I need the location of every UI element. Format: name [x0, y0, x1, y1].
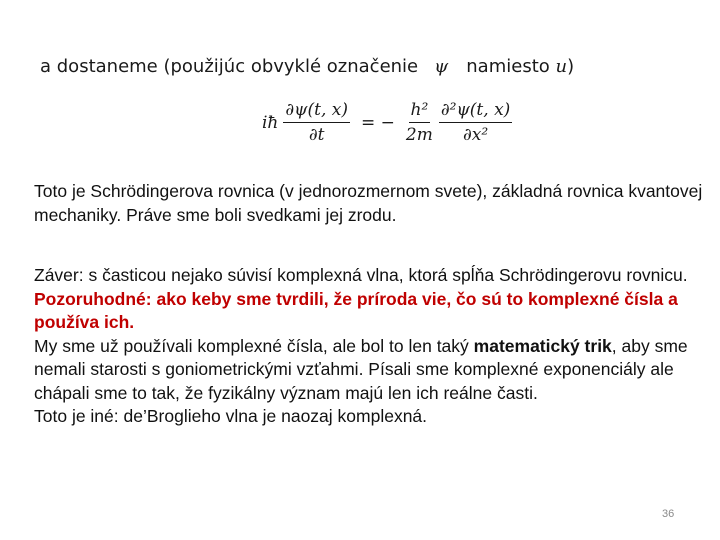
debroglie-line: Toto je iné: de’Broglieho vlna je naozaj komplexná.: [34, 406, 428, 426]
intro-after: namiesto: [466, 56, 550, 77]
eq-rhs-denominator: ∂x²: [462, 125, 489, 145]
math-trick-bold: matematický trik: [473, 335, 612, 356]
intro-text: a dostaneme (použijúc obvyklé označenie: [40, 56, 419, 77]
eq-lhs-numerator: ∂ψ(t, x): [283, 100, 350, 123]
eq-coef-fraction: [406, 100, 433, 145]
paragraph-schrodinger: Toto je Schrödingerova rovnica (v jednorozmernom svete), základná rovnica kvantovej mechaniky. Práve sme boli svedkami jej zrodu.: [34, 181, 703, 225]
intro-var: u: [555, 56, 568, 77]
eq-coef-numerator: h²: [409, 100, 431, 123]
eq-lhs-prefix: iħ: [262, 112, 279, 133]
eq-rhs-numerator: ∂²ψ(t, x): [439, 100, 512, 123]
eq-lhs-denominator: ∂t: [308, 125, 325, 145]
paragraph-conclusion: [34, 264, 704, 429]
eq-equals: = −: [361, 112, 395, 133]
intro-close: ): [567, 56, 575, 77]
math-trick-after: , aby sme nemali starosti s goniometrickými vzťahmi. Písali sme komplexné exponenciály ale chápali sme to tak, že fyzikálny význam majú len ich reálne časti.: [34, 335, 688, 403]
math-trick-text: [34, 335, 704, 406]
conclusion-line: Záver: s časticou nejako súvisí komplexná vlna, ktorá spĺňa Schrödingerovu rovnicu.: [34, 265, 688, 285]
math-trick-before: My sme už používali komplexné čísla, ale bol to len taký: [34, 335, 474, 356]
highlight-remark: Pozoruhodné: ako keby sme tvrdili, že príroda vie, čo sú to komplexné čísla a používa ich.: [34, 288, 678, 332]
eq-rhs-fraction: [439, 100, 512, 145]
page-number: 36: [662, 508, 675, 520]
schrodinger-equation: [262, 100, 515, 145]
eq-coef-denominator: 2m: [405, 125, 433, 145]
psi-symbol: ψ: [434, 56, 449, 77]
intro-line: [40, 56, 574, 77]
eq-lhs-fraction: [283, 100, 350, 145]
